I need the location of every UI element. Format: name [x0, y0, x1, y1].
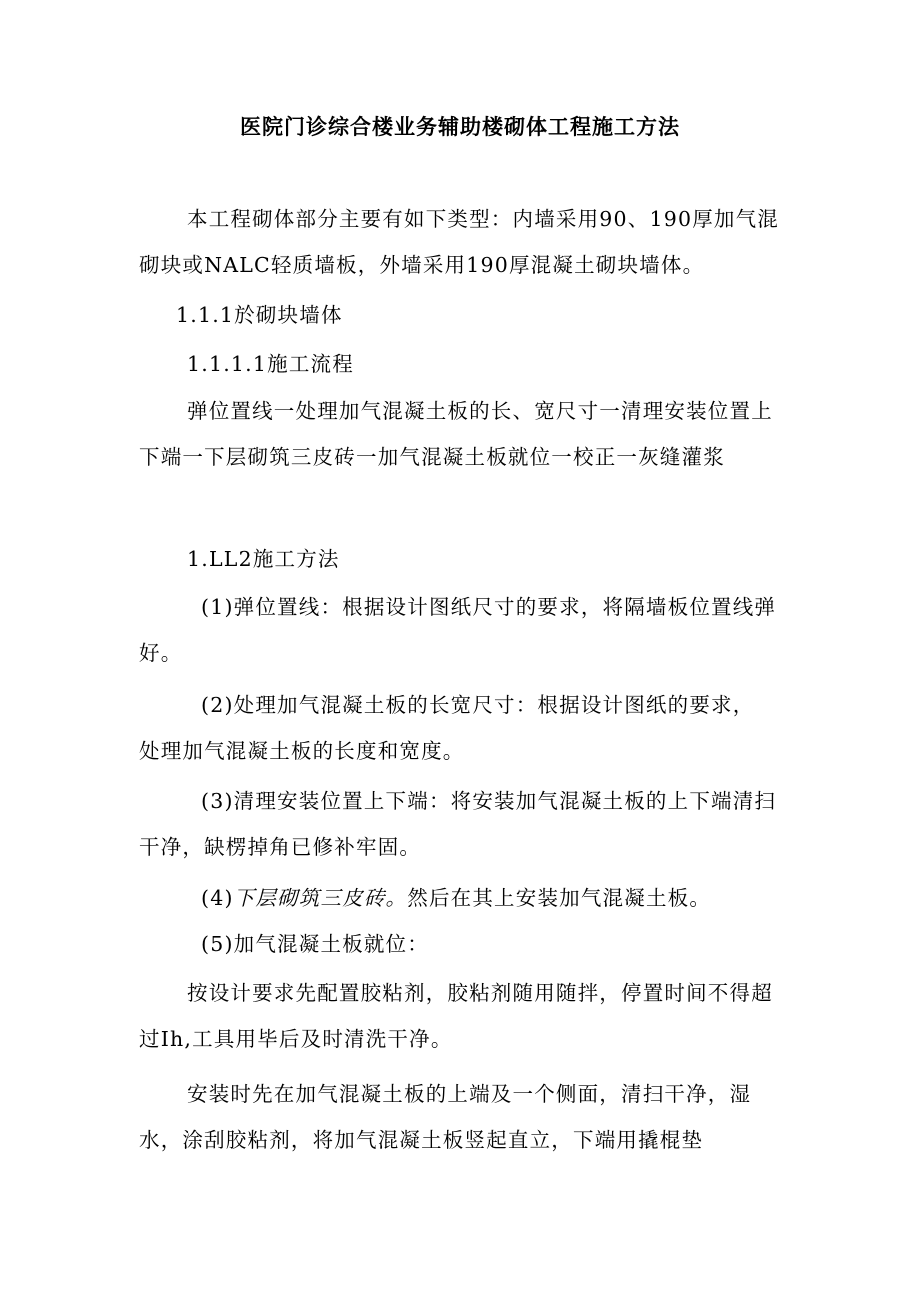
step-4-italic-text: 下层砌筑三皮砖。 [233, 886, 408, 910]
paragraph-intro: 本工程砌体部分主要有如下类型：内墙采用90、190厚加气混砌块或NALC轻质墙板，外墙采用190厚混凝土砌块墙体。 [139, 207, 780, 277]
step-1: (1)弹位置线：根据设计图纸尺寸的要求，将隔墙板位置线弹好。 [139, 595, 777, 665]
heading-construction-flow: 1.1.1.1施工流程 [187, 352, 354, 376]
step-4 [201, 875, 711, 921]
heading-construction-method: 1.LL2施工方法 [187, 547, 340, 571]
step-2: (2)处理加气混凝土板的长宽尺寸：根据设计图纸的要求，处理加气混凝土板的长度和宽度。 [139, 693, 755, 763]
paragraph-install: 安装时先在加气混凝土板的上端及一个侧面，清扫干净，湿水，涂刮胶粘剂，将加气混凝土板竖起直立，下端用撬棍垫 [139, 1082, 752, 1152]
document-title: 医院门诊综合楼业务辅助楼砌体工程施工方法 [240, 114, 680, 139]
step-5: (5)加气混凝土板就位： [201, 932, 429, 956]
step-3: (3)清理安装位置上下端：将安装加气混凝土板的上下端清扫干净，缺楞掉角已修补牢固。 [139, 789, 777, 859]
paragraph-adhesive: 按设计要求先配置胶粘剂，胶粘剂随用随拌，停置时间不得超过Ih,工具用毕后及时清洗干净。 [139, 981, 773, 1051]
heading-block-wall: 1.1.1於砌块墙体 [176, 303, 343, 327]
step-4-text: 然后在其上安装加气混凝土板。 [407, 886, 712, 910]
paragraph-flow: 弹位置线一处理加气混凝土板的长、宽尺寸一清理安装位置上下端一下层砌筑三皮砖一加气混凝土板就位一校正一灰缝灌浆 [139, 399, 773, 469]
step-4-number: (4) [201, 886, 234, 910]
